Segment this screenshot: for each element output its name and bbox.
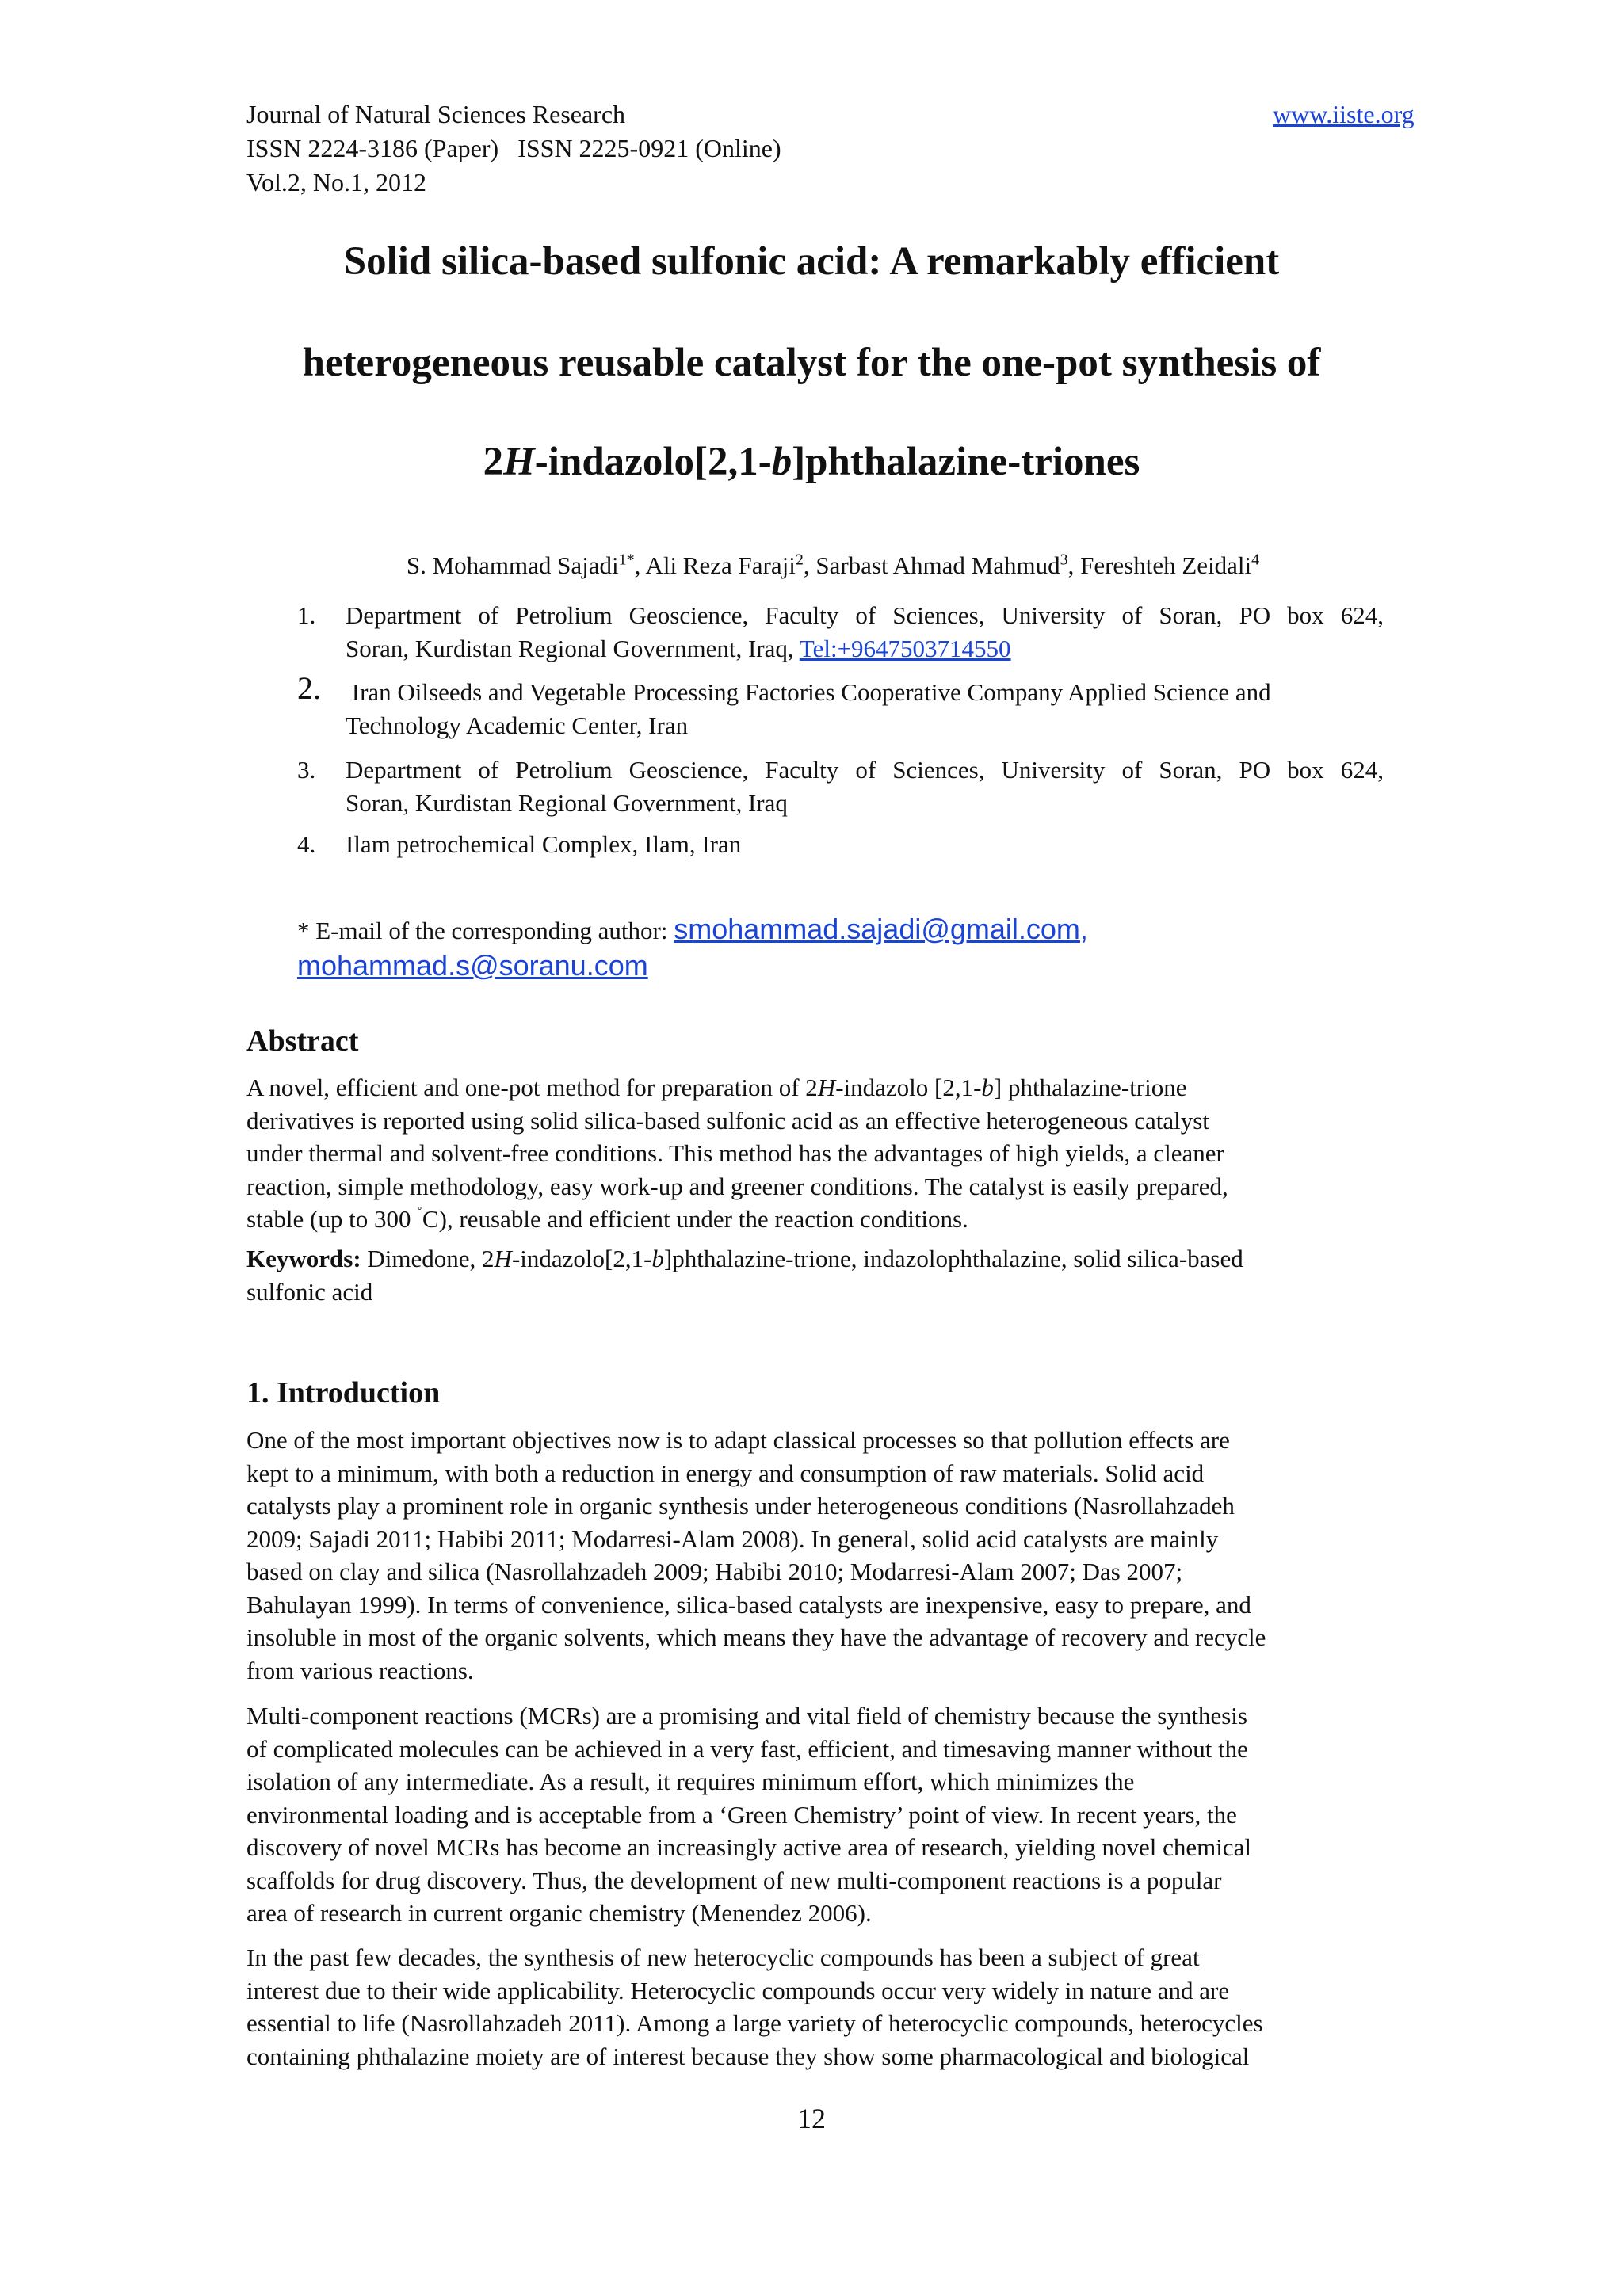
affiliation-text: Soran, Kurdistan Regional Government, Iraq — [346, 789, 788, 817]
author-name: Ali Reza Faraji — [645, 551, 796, 579]
affiliation-text: Soran, Kurdistan Regional Government, Iraq, Tel:+9647503714550 — [346, 635, 1011, 662]
email-link[interactable]: mohammad.s@soranu.com — [297, 949, 648, 982]
affiliation-text: Ilam petrochemical Complex, Ilam, Iran — [346, 830, 742, 858]
affiliation-number: 4. — [297, 830, 316, 858]
journal-issn: ISSN 2224-3186 (Paper) ISSN 2225-0921 (Online) — [246, 134, 781, 162]
author-name: S. Mohammad Sajadi — [406, 551, 619, 579]
introduction-paragraph-2: Multi-component reactions (MCRs) are a promising and vital field of chemistry because the synthesis of complicated molecules can be achieved in a very fast, efficient, and timesaving manner without the isolation of any intermediate. As a result, it requires minimum effort, which minimizes the environmental loading and is acceptable from a ‘Green Chemistry’ point of view. In recent years, the discovery of novel MCRs has become an increasingly active area of research, yielding novel chemical scaffolds for drug discovery. Thus, the development of new multi-component reactions is a popular area of research in current organic chemistry (Menendez 2006). — [246, 1702, 1251, 1927]
affiliation-text: Technology Academic Center, Iran — [346, 711, 689, 739]
journal-website-link[interactable]: www.iiste.org — [1273, 100, 1415, 128]
keywords: Keywords: Dimedone, 2H-indazolo[2,1-b]phthalazine-trione, indazolophthalazine, solid silica-based sulfonic acid — [246, 1245, 1243, 1306]
paper-title-line-2: heterogeneous reusable catalyst for the one-pot synthesis of — [302, 341, 1321, 385]
introduction-heading: 1. Introduction — [246, 1376, 441, 1409]
corresponding-email-line: * E-mail of the corresponding author: smohammad.sajadi@gmail.com, — [297, 913, 1088, 945]
journal-name: Journal of Natural Sciences Research — [246, 100, 626, 128]
affiliation-text: Department of Petrolium Geoscience, Faculty of Sciences, University of Soran, PO box 624, — [346, 601, 1384, 629]
author-list: S. Mohammad Sajadi$^{1*}$, Ali Reza Faraji$^2$, Sarbast Ahmad Mahmud$^3$, Fereshteh Zeidali$^4$ — [406, 551, 1260, 579]
email-link[interactable]: smohammad.sajadi@gmail.com — [674, 913, 1080, 945]
affiliation-number: 3. — [297, 756, 316, 784]
abstract-heading: Abstract — [246, 1024, 359, 1058]
paper-title-line-1: Solid silica-based sulfonic acid: A remarkably efficient — [343, 239, 1280, 284]
introduction-paragraph-3: In the past few decades, the synthesis of new heterocyclic compounds has been a subject of great interest due to their wide applicability. Heterocyclic compounds occur very widely in nature and are essential to life (Nasrollahzadeh 2011). Among a large variety of heterocyclic compounds, heterocycles containing phthalazine moiety are of interest because they show some pharmacological and biological — [246, 1943, 1263, 2070]
keywords-label: Keywords: — [246, 1245, 361, 1272]
journal-volume: Vol.2, No.1, 2012 — [246, 168, 426, 196]
author-name: Fereshteh Zeidali — [1080, 551, 1252, 579]
affiliation-number: 2. — [297, 670, 321, 706]
abstract-body: A novel, efficient and one-pot method for preparation of 2H-indazolo [2,1-b] phthalazine-trione derivatives is reported using solid silica-based sulfonic acid as an effective heterogeneous catalyst under thermal and solvent-free conditions. This method has the advantages of high yields, a cleaner reaction, simple methodology, easy work-up and greener conditions. The catalyst is easily prepared, stable (up to 300 ˚C), reusable and efficient under the reaction conditions. — [246, 1074, 1228, 1233]
affiliation-text: Iran Oilseeds and Vegetable Processing Factories Cooperative Company Applied Science and — [346, 678, 1271, 706]
author-name: Sarbast Ahmad Mahmud — [815, 551, 1060, 579]
phone-link[interactable]: Tel:+9647503714550 — [799, 635, 1011, 662]
page-number: 12 — [797, 2103, 826, 2134]
affiliation-text: Department of Petrolium Geoscience, Faculty of Sciences, University of Soran, PO box 624, — [346, 756, 1384, 784]
introduction-paragraph-1: One of the most important objectives now is to adapt classical processes so that pollution effects are kept to a minimum, with both a reduction in energy and consumption of raw materials. Solid acid catalysts play a prominent role in organic synthesis under heterogeneous conditions (Nasrollahzadeh 2009; Sajadi 2011; Habibi 2011; Modarresi-Alam 2008). In general, solid acid catalysts are mainly based on clay and silica (Nasrollahzadeh 2009; Habibi 2010; Modarresi-Alam 2007; Das 2007; Bahulayan 1999). In terms of convenience, silica-based catalysts are inexpensive, easy to prepare, and insoluble in most of the organic solvents, which means they have the advantage of recovery and recycle from various reactions. — [246, 1426, 1266, 1684]
paper-title-line-3: 2H-indazolo[2,1-b]phthalazine-triones — [483, 440, 1140, 484]
affiliation-number: 1. — [297, 601, 316, 629]
